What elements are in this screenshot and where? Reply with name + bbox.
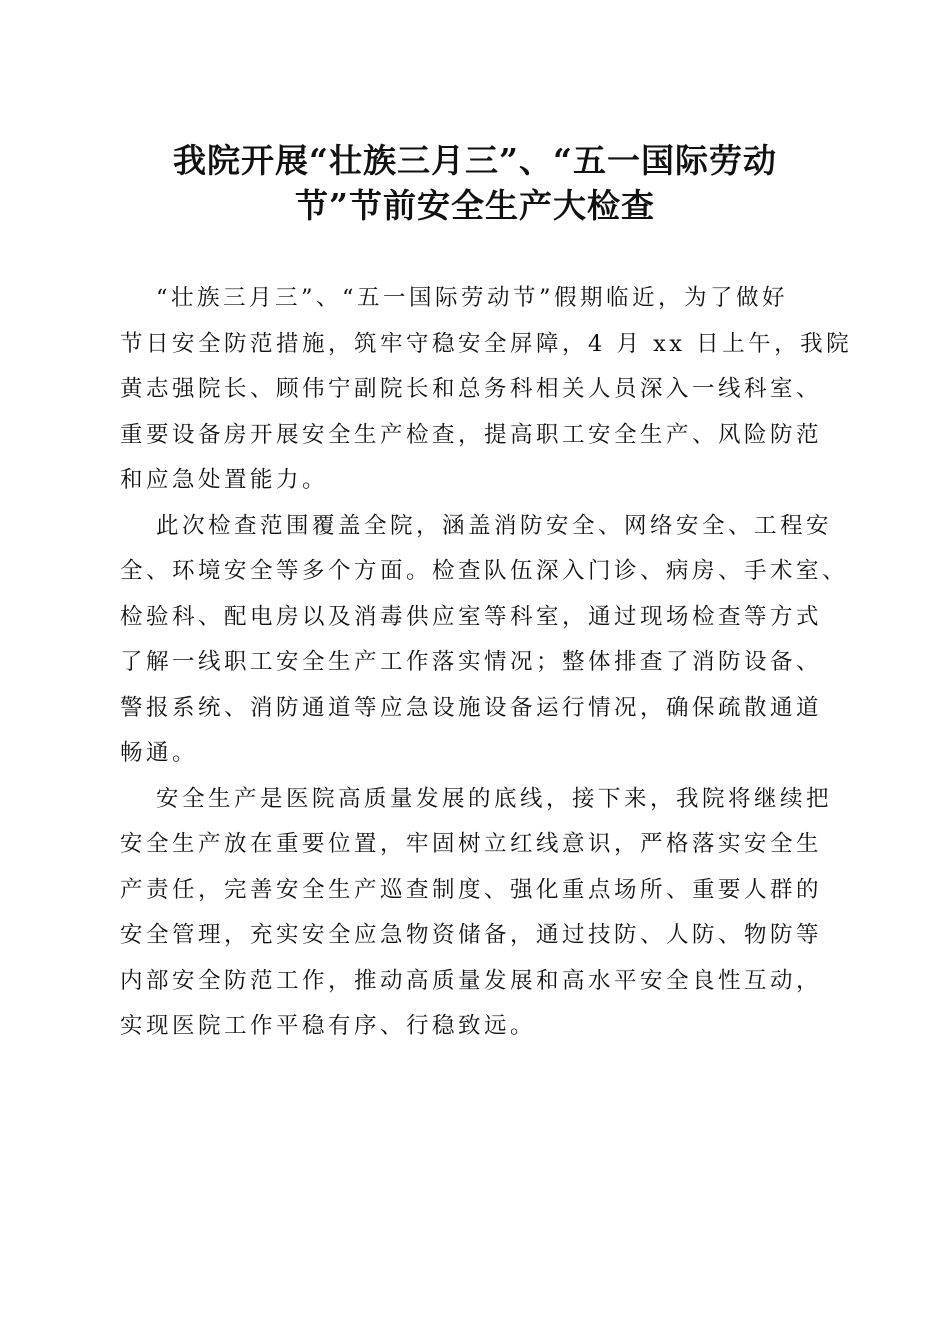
text-line: 内部安全防范工作，推动高质量发展和高水平安全良性互动， [120, 967, 823, 994]
paragraph-1 [120, 276, 853, 504]
text-line: 警报系统、消防通道等应急设施设备运行情况，确保疏散通道 [120, 694, 823, 721]
title-line: 节”节前安全生产大检查 [295, 186, 655, 225]
text-line: 黄志强院长、顾伟宁副院长和总务科相关人员深入一线科室、 [120, 376, 823, 402]
text-line: 重要设备房开展安全生产检查，提高职工安全生产、风险防范 [120, 421, 823, 448]
text-line: 实现医院工作平稳有序、行稳致远。 [120, 1013, 537, 1039]
text-line: 了解一线职工安全生产工作落实情况；整体排查了消防设备、 [120, 649, 823, 675]
text-line: 节日安全防范措施，筑牢守稳安全屏障，4 月 xx 日上午，我院 [120, 330, 853, 357]
paragraph-2 [120, 504, 849, 777]
paragraph-3 [120, 777, 832, 1050]
text-line: 畅通。 [120, 740, 199, 766]
title-line: 我院开展“壮族三月三”、“五一国际劳动 [173, 141, 777, 180]
text-line: 安全生产放在重要位置，牢固树立红线意识，严格落实安全生 [120, 831, 823, 857]
text-line: “壮族三月三”、“五一国际劳动节”假期临近，为了做好 [156, 285, 789, 311]
page-title [120, 138, 830, 228]
text-line: 产责任，完善安全生产巡查制度、强化重点场所、重要人群的 [120, 876, 823, 903]
text-line: 安全生产是医院高质量发展的底线，接下来，我院将继续把 [156, 785, 833, 812]
text-line: 和应急处置能力。 [120, 467, 329, 493]
text-line: 全、环境安全等多个方面。检查队伍深入门诊、病房、手术室、 [120, 558, 849, 584]
text-line: 此次检查范围覆盖全院，涵盖消防安全、网络安全、工程安 [156, 512, 833, 539]
article-body [120, 276, 853, 1050]
text-line: 安全管理，充实安全应急物资储备，通过技防、人防、物防等 [120, 922, 823, 948]
text-line: 检验科、配电房以及消毒供应室等科室，通过现场检查等方式 [120, 603, 823, 630]
